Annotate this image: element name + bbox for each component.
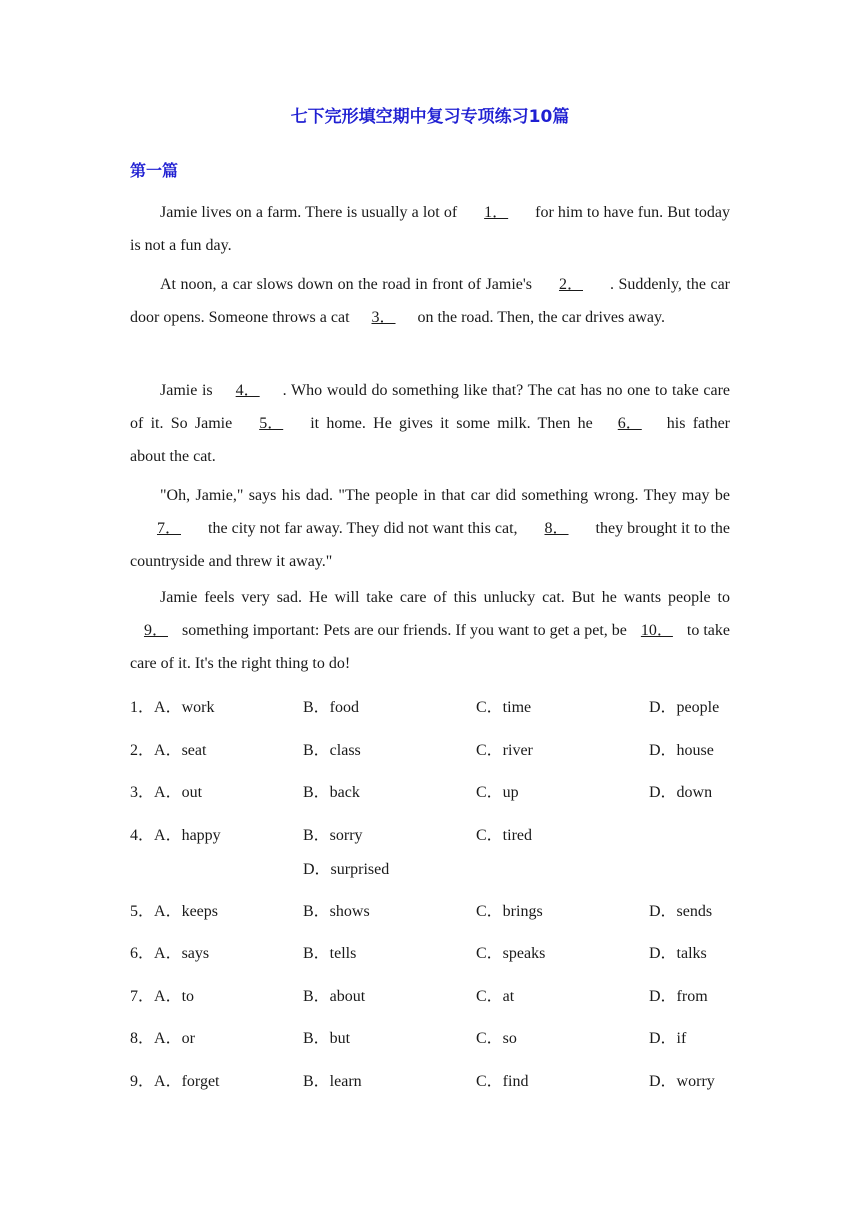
blank-2: 2．	[558, 276, 583, 293]
question-option-b[interactable]: B．back	[303, 784, 360, 801]
question-option-a[interactable]: 3．A．out	[130, 784, 203, 801]
question-row	[130, 898, 740, 928]
question-option-b[interactable]: B．tells	[303, 945, 357, 962]
question-option-a[interactable]: 1．A．work	[130, 699, 215, 716]
blank-4: 4．	[235, 382, 260, 399]
question-option-d[interactable]: D．people	[649, 699, 720, 716]
question-option-a[interactable]: 4．A．happy	[130, 827, 221, 844]
blank-7: 7．	[156, 520, 181, 537]
blank-8: 8．	[544, 520, 569, 537]
blank-9: 9．	[143, 622, 168, 639]
question-option-d[interactable]: D．if	[649, 1030, 687, 1047]
question-option-a[interactable]: 8．A．or	[130, 1030, 195, 1047]
question-option-c[interactable]: C．at	[476, 988, 515, 1005]
question-option-d[interactable]: D．house	[649, 742, 714, 759]
passage-paragraph-2: At noon, a car slows down on the road in front of Jamie's 2． . Suddenly, the car door opens. Someone throws a cat 3． on the road. Then, the car drives away.	[130, 268, 730, 334]
question-option-b[interactable]: B．about	[303, 988, 366, 1005]
question-row	[130, 940, 740, 970]
question-row	[130, 694, 740, 724]
question-option-b[interactable]: B．food	[303, 699, 360, 716]
question-option-a[interactable]: 2．A．seat	[130, 742, 207, 759]
question-row	[130, 779, 740, 809]
question-row	[130, 983, 740, 1013]
question-option-d[interactable]: D．surprised	[303, 861, 390, 878]
question-option-b[interactable]: B．but	[303, 1030, 351, 1047]
question-option-d[interactable]: D．talks	[649, 945, 707, 962]
question-option-c[interactable]: C．river	[476, 742, 533, 759]
question-option-d[interactable]: D．from	[649, 988, 708, 1005]
question-option-b[interactable]: B．class	[303, 742, 361, 759]
question-option-c[interactable]: C．so	[476, 1030, 517, 1047]
question-option-d[interactable]: D．worry	[649, 1073, 715, 1090]
blank-1: 1．	[484, 204, 509, 221]
question-option-d[interactable]: D．sends	[649, 903, 713, 920]
document-title: 七下完形填空期中复习专项练习10篇	[290, 107, 570, 127]
blank-6: 6．	[617, 415, 642, 432]
passage-paragraph-5: Jamie feels very sad. He will take care of this unlucky cat. But he wants people to9． something important: Pets are our friends. If you want to get a pet, be 10． to take care of it. It's the right thing to do!	[130, 589, 731, 672]
question-option-c[interactable]: C．find	[476, 1073, 529, 1090]
passage-paragraph-4: "Oh, Jamie," says his dad. "The people in that car did something wrong. They may be7． the city not far away. They did not want this cat, 8． they brought it to the countryside and threw it away."	[130, 487, 730, 570]
question-row	[130, 1068, 740, 1098]
question-option-c[interactable]: C．time	[476, 699, 532, 716]
question-option-c[interactable]: C．brings	[476, 903, 543, 920]
passage-paragraph-1: Jamie lives on a farm. There is usually a lot of 1． for him to have fun. But today is not a fun day.	[130, 196, 730, 262]
question-option-a[interactable]: 6．A．says	[130, 945, 210, 962]
question-option-c[interactable]: C．tired	[476, 827, 532, 844]
question-option-c[interactable]: C．up	[476, 784, 519, 801]
question-option-d[interactable]: D．down	[649, 784, 713, 801]
question-option-b[interactable]: B．shows	[303, 903, 370, 920]
question-row	[130, 1025, 740, 1055]
blank-3: 3．	[371, 309, 396, 326]
question-row	[130, 822, 740, 882]
passage-paragraph-3: Jamie is 4． . Who would do something like that? The cat has no one to take care of it. So Jamie 5． it home. He gives it some milk. Then he 6． his father about the cat.	[130, 374, 730, 473]
question-option-a[interactable]: 5．A．keeps	[130, 903, 219, 920]
question-option-a[interactable]: 9．A．forget	[130, 1073, 220, 1090]
question-option-b[interactable]: B．learn	[303, 1073, 362, 1090]
question-option-b[interactable]: B．sorry	[303, 827, 363, 844]
blank-10: 10．	[640, 622, 673, 639]
blank-5: 5．	[259, 415, 284, 432]
section-title: 第一篇	[130, 161, 179, 180]
question-option-a[interactable]: 7．A．to	[130, 988, 195, 1005]
question-option-c[interactable]: C．speaks	[476, 945, 546, 962]
question-row	[130, 737, 740, 767]
